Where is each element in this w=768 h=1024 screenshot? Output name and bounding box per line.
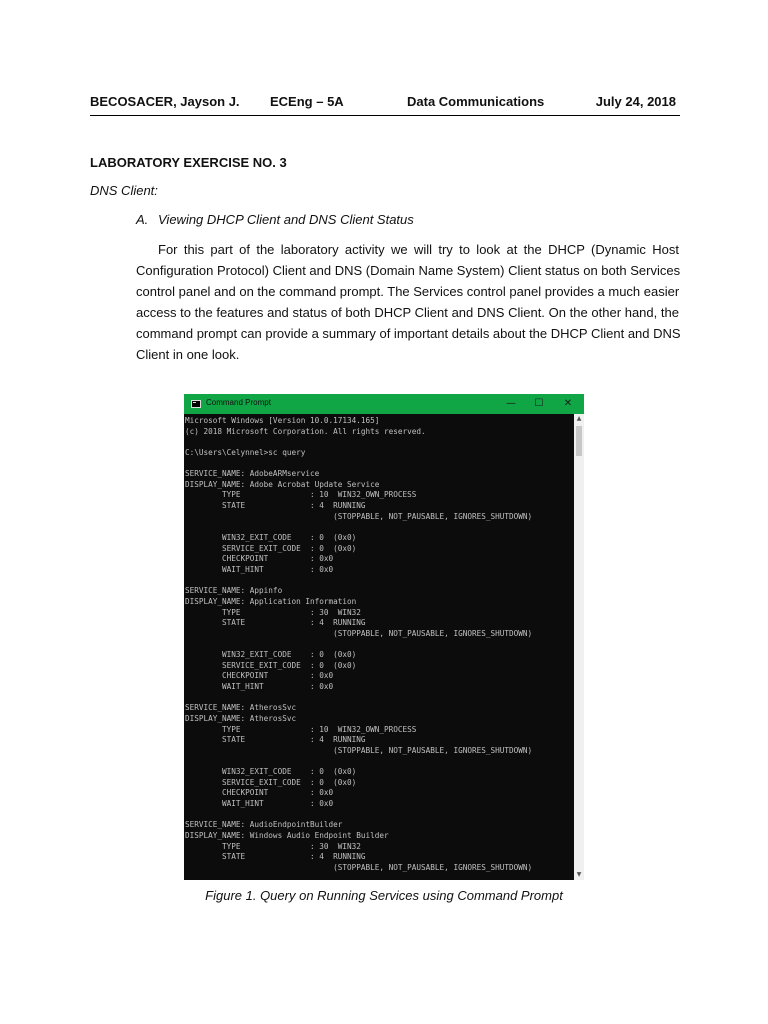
console-line: DISPLAY_NAME: Windows Audio Endpoint Builder <box>185 830 389 840</box>
console-line <box>185 810 575 821</box>
console-line <box>185 576 575 587</box>
paragraph-line: control panel and on the command prompt. The Services control panel provides a much easier <box>136 284 680 299</box>
console-line: SERVICE_EXIT_CODE : 0 (0x0) <box>185 660 357 670</box>
console-line: STATE : 4 RUNNING <box>185 618 366 628</box>
figure-caption: Figure 1. Query on Running Services using Command Prompt <box>205 888 563 903</box>
console-line: DISPLAY_NAME: AtherosSvc <box>185 713 297 723</box>
console-line: STATE : 4 RUNNING <box>185 501 366 511</box>
console-line <box>185 459 575 470</box>
console-line: C:\Users\Celynnel>sc query <box>185 447 306 457</box>
scroll-up-icon[interactable]: ▲ <box>576 415 582 422</box>
sub-title: DNS Client: <box>90 183 158 198</box>
scrollbar-thumb[interactable] <box>576 426 582 456</box>
console-line: WAIT_HINT : 0x0 <box>185 799 334 809</box>
console-line: (STOPPABLE, NOT_PAUSABLE, IGNORES_SHUTDOWN) <box>185 745 533 755</box>
paragraph-line: For this part of the laboratory activity we will try to look at the DHCP (Dynamic Host <box>158 242 679 257</box>
console-line: SERVICE_EXIT_CODE : 0 (0x0) <box>185 543 357 553</box>
vertical-scrollbar[interactable] <box>574 414 584 880</box>
console-line: WAIT_HINT : 0x0 <box>185 682 334 692</box>
close-button[interactable]: ✕ <box>563 398 573 409</box>
subject-name: Data Communications <box>407 94 545 109</box>
console-app-icon <box>191 400 201 408</box>
maximize-button[interactable]: ☐ <box>534 398 544 409</box>
paragraph-line: Configuration Protocol) Client and DNS (Domain Name System) Client status on both Services <box>136 263 681 278</box>
console-line: CHECKPOINT : 0x0 <box>185 554 334 564</box>
console-line: TYPE : 10 WIN32_OWN_PROCESS <box>185 724 417 734</box>
console-line: CHECKPOINT : 0x0 <box>185 788 334 798</box>
paragraph-line: Client in one look. <box>136 347 240 362</box>
command-prompt-screenshot <box>184 394 584 880</box>
window-titlebar[interactable] <box>184 394 584 414</box>
section-title: Viewing DHCP Client and DNS Client Status <box>158 212 414 227</box>
console-line: SERVICE_NAME: AdobeARMservice <box>185 469 320 479</box>
scroll-down-icon[interactable]: ▼ <box>576 871 582 878</box>
console-line: WIN32_EXIT_CODE : 0 (0x0) <box>185 650 357 660</box>
console-line <box>185 437 575 448</box>
section-heading <box>136 212 414 227</box>
console-line: (STOPPABLE, NOT_PAUSABLE, IGNORES_SHUTDOWN) <box>185 628 533 638</box>
console-line <box>185 757 575 768</box>
author-name: BECOSACER, Jayson J. <box>90 94 240 109</box>
section-letter: A. <box>136 212 149 227</box>
body-paragraph <box>136 239 679 365</box>
console-line: TYPE : 10 WIN32_OWN_PROCESS <box>185 490 417 500</box>
console-line: (c) 2018 Microsoft Corporation. All rights reserved. <box>185 426 426 436</box>
paragraph-line: access to the features and status of both DHCP Client and DNS Client. On the other hand, the <box>136 305 679 320</box>
console-line: DISPLAY_NAME: Application Information <box>185 596 357 606</box>
console-line: SERVICE_NAME: AtherosSvc <box>185 703 297 713</box>
console-output[interactable] <box>184 416 575 878</box>
console-line: WIN32_EXIT_CODE : 0 (0x0) <box>185 767 357 777</box>
lab-title: LABORATORY EXERCISE NO. 3 <box>90 155 287 170</box>
console-line: SERVICE_NAME: AudioEndpointBuilder <box>185 820 343 830</box>
console-line: WAIT_HINT : 0x0 <box>185 564 334 574</box>
console-line: STATE : 4 RUNNING <box>185 852 366 862</box>
console-line: SERVICE_EXIT_CODE : 0 (0x0) <box>185 777 357 787</box>
minimize-button[interactable]: — <box>506 398 516 409</box>
console-line: (STOPPABLE, NOT_PAUSABLE, IGNORES_SHUTDOWN) <box>185 862 533 872</box>
course-section: ECEng – 5A <box>270 94 344 109</box>
console-line: SERVICE_NAME: Appinfo <box>185 586 283 596</box>
console-line <box>185 639 575 650</box>
console-line: DISPLAY_NAME: Adobe Acrobat Update Service <box>185 479 380 489</box>
console-line: Microsoft Windows [Version 10.0.17134.165] <box>185 416 380 425</box>
console-line: WIN32_EXIT_CODE : 0 (0x0) <box>185 533 357 543</box>
document-date: July 24, 2018 <box>595 94 676 109</box>
console-line: (STOPPABLE, NOT_PAUSABLE, IGNORES_SHUTDOWN) <box>185 511 533 521</box>
console-line: STATE : 4 RUNNING <box>185 735 366 745</box>
console-line <box>185 522 575 533</box>
console-line: TYPE : 30 WIN32 <box>185 841 361 851</box>
document-header <box>90 93 680 116</box>
paragraph-line: command prompt can provide a summary of important details about the DHCP Client and DNS <box>136 326 681 341</box>
console-line <box>185 693 575 704</box>
console-line: CHECKPOINT : 0x0 <box>185 671 334 681</box>
window-title: Command Prompt <box>206 398 271 407</box>
console-line: TYPE : 30 WIN32 <box>185 607 361 617</box>
